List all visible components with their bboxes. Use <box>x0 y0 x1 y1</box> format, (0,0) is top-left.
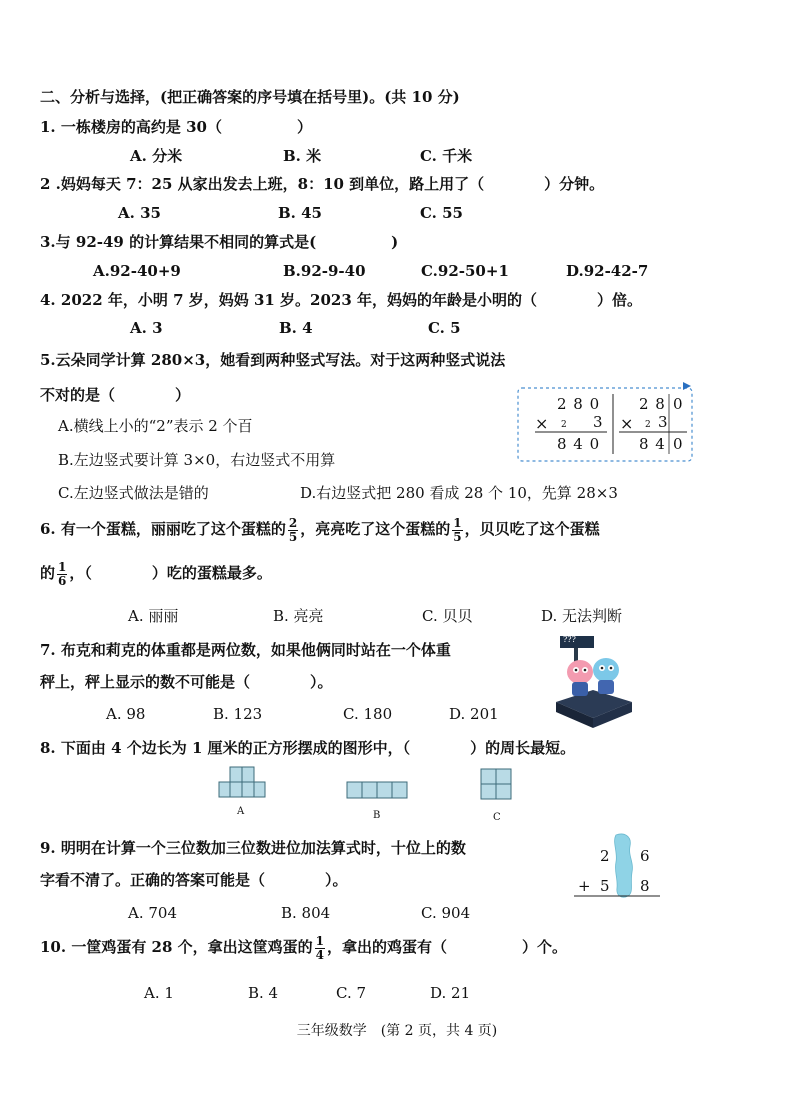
q9-top-hundreds: 2 <box>600 847 610 865</box>
q8-label-a: A <box>237 806 245 817</box>
q5-right-top: 2 8 <box>639 395 666 413</box>
q7-scale-display: ??? <box>563 635 576 644</box>
q5-left-factor: 3 <box>593 413 603 431</box>
q2-option-c: C. 55 <box>420 204 463 222</box>
section-title: 二、分析与选择，(把正确答案的序号填在括号里)。(共 10 分) <box>40 88 460 106</box>
q5-stem-line1: 5.云朵同学计算 280×3，她看到两种竖式写法。对于这两种竖式说法 <box>40 351 506 369</box>
q6-stem-c: ，贝贝吃了这个蛋糕 <box>464 520 600 538</box>
q5-left-mult: × <box>535 414 549 433</box>
q4-option-c: C. 5 <box>428 319 461 337</box>
q9-calc-figure <box>572 832 662 900</box>
q7-scale-svg <box>548 632 638 730</box>
q5-right-factor: 3 <box>658 413 668 431</box>
q9-option-c: C. 904 <box>421 904 471 922</box>
q2-option-a: A. 35 <box>118 204 161 222</box>
q8-shape-b <box>346 781 408 799</box>
q5-calc-figure <box>517 382 695 462</box>
q9-stem-line1: 9. 明明在计算一个三位数加三位数进位加法算式时，十位上的数 <box>40 839 466 857</box>
page-footer: 三年级数学 (第 2 页，共 4 页) <box>296 1023 498 1039</box>
q10-fraction: $\frac{1}{4}$ <box>315 933 324 962</box>
q5-right-result: 8 4 <box>639 435 666 453</box>
q8-shape-c-svg <box>480 768 512 800</box>
q9-option-a: A. 704 <box>128 904 177 922</box>
q7-option-b: B. 123 <box>213 705 263 723</box>
q6-stem-a: 6. 有一个蛋糕，丽丽吃了这个蛋糕的 <box>40 520 286 538</box>
q6-stem-line2 <box>40 558 272 588</box>
q9-stem-line2: 字看不清了。正确的答案可能是（ ）。 <box>40 871 348 889</box>
q5-option-d: D.右边竖式把 280 看成 28 个 10，先算 28×3 <box>300 484 618 502</box>
q5-right-carry: 2 <box>645 420 651 430</box>
q4-option-a: A. 3 <box>130 319 163 337</box>
q5-right-mult: × <box>620 414 634 433</box>
q5-left-top: 2 8 0 <box>557 395 601 413</box>
q5-option-b: B.左边竖式要计算 3×0，右边竖式不用算 <box>58 451 336 469</box>
q7-option-a: A. 98 <box>106 705 146 723</box>
q1-option-c: C. 千米 <box>420 147 473 165</box>
q9-top-ones: 6 <box>640 847 650 865</box>
q5-right-result-zero: 0 <box>673 435 683 453</box>
q5-option-c: C.左边竖式做法是错的 <box>58 484 209 502</box>
q8-shape-a-svg <box>218 766 266 798</box>
q10-stem-a: 10. 一筐鸡蛋有 28 个，拿出这筐鸡蛋的 <box>40 938 313 956</box>
q9-bottom-hundreds: 5 <box>600 877 610 895</box>
q3-option-a: A.92-40+9 <box>93 262 181 280</box>
q5-stem-line2: 不对的是（ ） <box>40 386 191 404</box>
q6-option-b: B. 亮亮 <box>273 607 324 625</box>
q9-bottom-ones: 8 <box>640 877 650 895</box>
q6-stem-line1 <box>40 514 600 544</box>
q6-stem-e: ，（ ）吃的蛋糕最多。 <box>69 564 272 582</box>
q7-option-c: C. 180 <box>343 705 393 723</box>
q10-option-d: D. 21 <box>430 984 471 1002</box>
q6-option-d: D. 无法判断 <box>541 607 623 625</box>
q1-option-b: B. 米 <box>283 147 322 165</box>
q6-fraction-liangliang: $\frac{1}{5}$ <box>453 515 462 544</box>
q10-stem-b: ，拿出的鸡蛋有（ ）个。 <box>327 938 568 956</box>
q9-plus-sign: + <box>578 877 591 895</box>
q8-shape-a <box>218 766 266 798</box>
q5-left-carry: 2 <box>561 420 567 430</box>
q8-label-b: B <box>373 810 381 821</box>
q5-right-top-zero: 0 <box>673 395 683 413</box>
q5-left-result: 8 4 0 <box>557 435 601 453</box>
q6-stem-d: 的 <box>40 564 56 582</box>
q3-option-d: D.92-42-7 <box>566 262 649 280</box>
q10-option-b: B. 4 <box>248 984 279 1002</box>
q10-stem <box>40 932 567 962</box>
q8-shape-c <box>480 768 512 800</box>
q5-option-a: A.横线上小的“2”表示 2 个百 <box>58 417 253 435</box>
q4-option-b: B. 4 <box>279 319 313 337</box>
q4-stem: 4. 2022 年，小明 7 岁，妈妈 31 岁。2023 年，妈妈的年龄是小明的（ ）倍。 <box>40 291 643 309</box>
q7-stem-line2: 秤上，秤上显示的数不可能是（ ）。 <box>40 673 333 691</box>
q7-option-d: D. 201 <box>449 705 499 723</box>
q6-option-c: C. 贝贝 <box>422 607 473 625</box>
q6-option-a: A. 丽丽 <box>128 607 179 625</box>
q8-label-c: C <box>493 812 501 823</box>
q3-stem: 3.与 92-49 的计算结果不相同的算式是( ) <box>40 233 399 251</box>
q10-option-a: A. 1 <box>144 984 174 1002</box>
q1-option-a: A. 分米 <box>130 147 183 165</box>
q9-option-b: B. 804 <box>281 904 331 922</box>
q6-fraction-lili: $\frac{2}{5}$ <box>288 515 298 544</box>
q3-option-b: B.92-9-40 <box>283 262 366 280</box>
q6-stem-b: ，亮亮吃了这个蛋糕的 <box>300 520 451 538</box>
q3-option-c: C.92-50+1 <box>421 262 509 280</box>
q8-shape-b-svg <box>346 781 408 799</box>
q10-option-c: C. 7 <box>336 984 367 1002</box>
q2-stem: 2 .妈妈每天 7：25 从家出发去上班，8：10 到单位，路上用了（ ）分钟。 <box>40 175 605 193</box>
q6-fraction-beibei: $\frac{1}{6}$ <box>58 559 67 588</box>
q7-stem-line1: 7. 布克和莉克的体重都是两位数，如果他俩同时站在一个体重 <box>40 641 451 659</box>
q2-option-b: B. 45 <box>278 204 322 222</box>
q8-stem: 8. 下面由 4 个边长为 1 厘米的正方形摆成的图形中，（ ）的周长最短。 <box>40 739 576 757</box>
q7-scale-illustration <box>548 632 638 730</box>
q1-stem: 1. 一栋楼房的高约是 30（ ） <box>40 118 312 136</box>
